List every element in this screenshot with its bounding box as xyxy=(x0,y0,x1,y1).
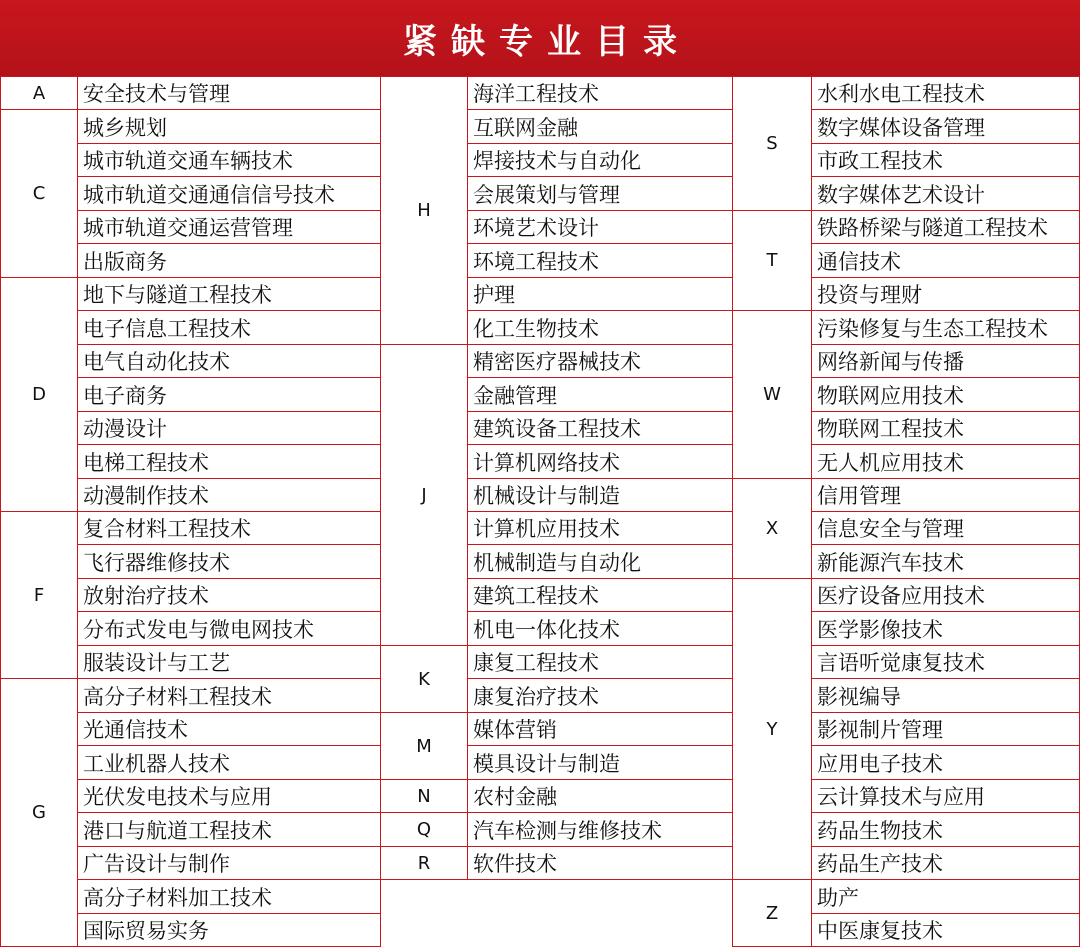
major-cell: 出版商务 xyxy=(77,243,381,278)
letter-C: C xyxy=(0,109,78,278)
major-cell: 医学影像技术 xyxy=(811,611,1080,646)
major-cell: 影视制片管理 xyxy=(811,712,1080,746)
major-cell: 城乡规划 xyxy=(77,109,381,144)
major-cell: 国际贸易实务 xyxy=(77,913,381,947)
major-cell: 数字媒体设备管理 xyxy=(811,109,1080,144)
major-cell: 精密医疗器械技术 xyxy=(467,344,733,378)
major-cell: 农村金融 xyxy=(467,779,733,813)
major-cell: 会展策划与管理 xyxy=(467,176,733,211)
major-cell: 应用电子技术 xyxy=(811,745,1080,780)
major-cell: 计算机应用技术 xyxy=(467,511,733,545)
major-cell: 城市轨道交通车辆技术 xyxy=(77,143,381,177)
major-cell: 放射治疗技术 xyxy=(77,578,381,612)
major-cell: 电子商务 xyxy=(77,377,381,412)
major-cell: 网络新闻与传播 xyxy=(811,344,1080,378)
major-cell: 通信技术 xyxy=(811,243,1080,278)
major-cell: 动漫制作技术 xyxy=(77,478,381,512)
major-cell: 中医康复技术 xyxy=(811,913,1080,947)
major-cell: 互联网金融 xyxy=(467,109,733,144)
major-cell: 市政工程技术 xyxy=(811,143,1080,177)
major-cell: 康复工程技术 xyxy=(467,645,733,679)
major-cell: 模具设计与制造 xyxy=(467,745,733,780)
major-cell: 汽车检测与维修技术 xyxy=(467,812,733,847)
major-cell: 信用管理 xyxy=(811,478,1080,512)
major-cell: 无人机应用技术 xyxy=(811,444,1080,479)
letter-T: T xyxy=(732,210,812,311)
major-cell: 药品生产技术 xyxy=(811,846,1080,880)
majors-table xyxy=(0,76,1080,946)
letter-M: M xyxy=(380,712,468,780)
major-cell: 安全技术与管理 xyxy=(77,76,381,110)
major-cell: 水利水电工程技术 xyxy=(811,76,1080,110)
letter-R: R xyxy=(380,846,468,880)
major-cell: 高分子材料加工技术 xyxy=(77,879,381,914)
letter-H: H xyxy=(380,76,468,345)
major-cell: 计算机网络技术 xyxy=(467,444,733,479)
major-cell: 机械设计与制造 xyxy=(467,478,733,512)
major-cell: 医疗设备应用技术 xyxy=(811,578,1080,612)
major-cell: 药品生物技术 xyxy=(811,812,1080,847)
letter-J: J xyxy=(380,344,468,646)
major-cell: 金融管理 xyxy=(467,377,733,412)
major-cell: 地下与隧道工程技术 xyxy=(77,277,381,311)
letter-A: A xyxy=(0,76,78,110)
letter-N: N xyxy=(380,779,468,813)
major-cell: 化工生物技术 xyxy=(467,310,733,345)
major-cell: 飞行器维修技术 xyxy=(77,544,381,579)
major-cell: 助产 xyxy=(811,879,1080,914)
major-cell: 电气自动化技术 xyxy=(77,344,381,378)
major-cell: 护理 xyxy=(467,277,733,311)
major-cell: 污染修复与生态工程技术 xyxy=(811,310,1080,345)
major-cell: 投资与理财 xyxy=(811,277,1080,311)
major-cell: 广告设计与制作 xyxy=(77,846,381,880)
letter-Z: Z xyxy=(732,879,812,947)
major-cell: 云计算技术与应用 xyxy=(811,779,1080,813)
major-cell: 城市轨道交通通信信号技术 xyxy=(77,176,381,211)
title-banner xyxy=(0,0,1080,76)
page-title: 紧缺专业目录 xyxy=(403,21,691,62)
major-cell: 环境工程技术 xyxy=(467,243,733,278)
major-cell: 康复治疗技术 xyxy=(467,678,733,713)
letter-Y: Y xyxy=(732,578,812,880)
major-cell: 复合材料工程技术 xyxy=(77,511,381,545)
major-cell: 新能源汽车技术 xyxy=(811,544,1080,579)
major-cell: 海洋工程技术 xyxy=(467,76,733,110)
major-cell: 媒体营销 xyxy=(467,712,733,746)
major-cell: 港口与航道工程技术 xyxy=(77,812,381,847)
letter-K: K xyxy=(380,645,468,713)
major-cell: 建筑工程技术 xyxy=(467,578,733,612)
major-cell: 电梯工程技术 xyxy=(77,444,381,479)
major-cell: 机械制造与自动化 xyxy=(467,544,733,579)
letter-Q: Q xyxy=(380,812,468,847)
major-cell: 数字媒体艺术设计 xyxy=(811,176,1080,211)
letter-X: X xyxy=(732,478,812,579)
major-cell: 软件技术 xyxy=(467,846,733,880)
major-cell: 动漫设计 xyxy=(77,411,381,445)
major-cell: 城市轨道交通运营管理 xyxy=(77,210,381,244)
letter-S: S xyxy=(732,76,812,211)
major-cell: 物联网工程技术 xyxy=(811,411,1080,445)
letter-G: G xyxy=(0,678,78,947)
major-cell: 分布式发电与微电网技术 xyxy=(77,611,381,646)
letter-W: W xyxy=(732,310,812,479)
major-cell: 影视编导 xyxy=(811,678,1080,713)
major-cell: 光通信技术 xyxy=(77,712,381,746)
major-cell: 服装设计与工艺 xyxy=(77,645,381,679)
letter-D: D xyxy=(0,277,78,512)
major-cell: 高分子材料工程技术 xyxy=(77,678,381,713)
major-cell: 电子信息工程技术 xyxy=(77,310,381,345)
major-cell: 机电一体化技术 xyxy=(467,611,733,646)
major-cell: 光伏发电技术与应用 xyxy=(77,779,381,813)
major-cell: 铁路桥梁与隧道工程技术 xyxy=(811,210,1080,244)
major-cell: 建筑设备工程技术 xyxy=(467,411,733,445)
letter-F: F xyxy=(0,511,78,679)
major-cell: 焊接技术与自动化 xyxy=(467,143,733,177)
major-cell: 环境艺术设计 xyxy=(467,210,733,244)
major-cell: 物联网应用技术 xyxy=(811,377,1080,412)
major-cell: 工业机器人技术 xyxy=(77,745,381,780)
major-cell: 言语听觉康复技术 xyxy=(811,645,1080,679)
major-cell: 信息安全与管理 xyxy=(811,511,1080,545)
